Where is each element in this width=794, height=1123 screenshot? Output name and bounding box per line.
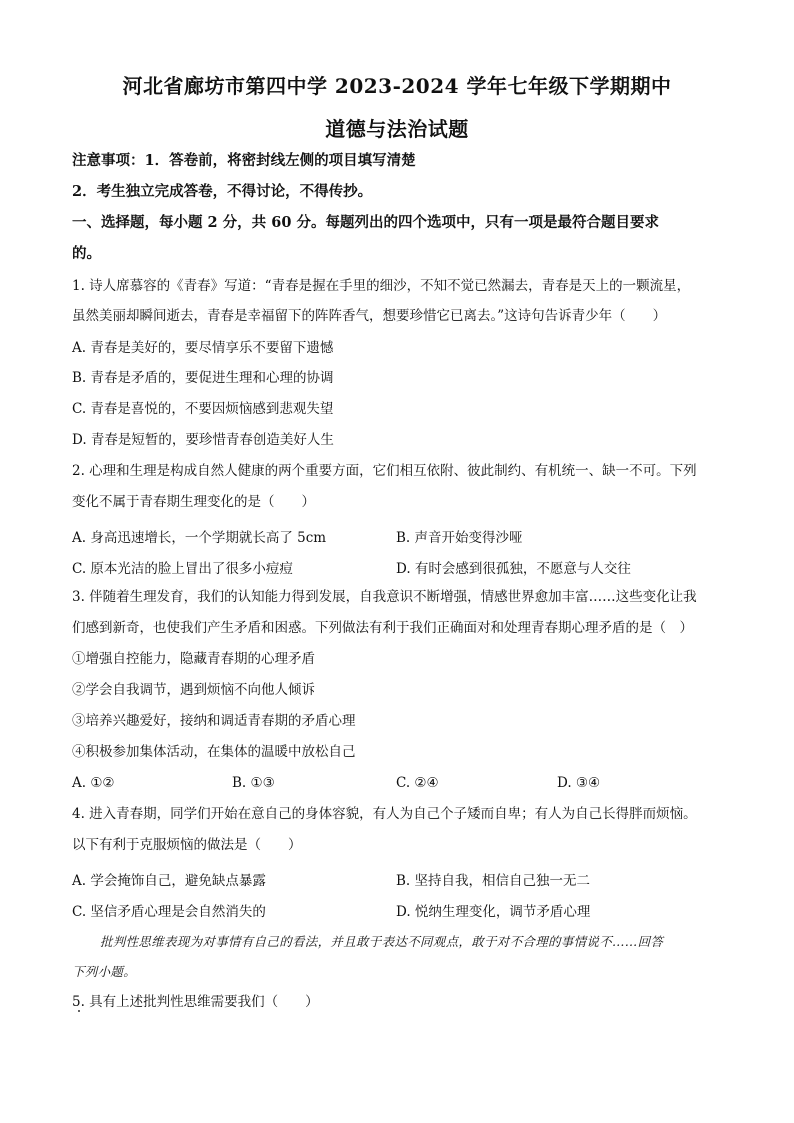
q2-stem-line-1: 2. 心理和生理是构成自然人健康的两个重要方面，它们相互依附、彼此制约、有机统一、缺一不可。下列: [72, 463, 697, 479]
q4-option-c: C. 坚信矛盾心理是会自然消失的: [72, 904, 266, 920]
q4-option-b: B. 坚持自我，相信自己独一无二: [396, 873, 591, 889]
q4-stem-line-2: 以下有利于克服烦恼的做法是（ ）: [72, 837, 302, 853]
q2-option-a: A. 身高迅速增长，一个学期就长高了 5cm: [72, 530, 327, 546]
notes-line-1: 注意事项：1．答卷前，将密封线左侧的项目填写清楚: [72, 152, 416, 169]
q3-item-2: ②学会自我调节，遇到烦恼不向他人倾诉: [72, 682, 315, 698]
q1-option-b: B. 青春是矛盾的，要促进生理和心理的协调: [72, 370, 334, 386]
q5-stem: 5. 具有上述批判性思维需要我们（ ）: [72, 994, 319, 1010]
q3-option-c: C. ②④: [396, 775, 439, 791]
q2-option-c: C. 原本光洁的脸上冒出了很多小痘痘: [72, 561, 293, 577]
q1-option-a: A. 青春是美好的，要尽情享乐不要留下遗憾: [72, 340, 334, 356]
q4-stem-line-1: 4. 进入青春期，同学们开始在意自己的身体容貌，有人为自己个子矮而自卑；有人为自己长得胖而烦恼。: [72, 806, 697, 822]
exam-title: 河北省廊坊市第四中学 2023-2024 学年七年级下学期期中: [122, 74, 672, 98]
q2-option-b: B. 声音开始变得沙哑: [396, 530, 523, 546]
q1-option-c: C. 青春是喜悦的，不要因烦恼感到悲观失望: [72, 401, 334, 417]
q3-option-a: A. ①②: [72, 775, 115, 791]
q3-item-4: ④积极参加集体活动，在集体的温暖中放松自己: [72, 744, 356, 760]
passage-line-1: 批判性思维表现为对事情有自己的看法，并且敢于表达不同观点，敢于对不合理的事情说不……回答: [100, 934, 664, 949]
exam-subject-title: 道德与法治试题: [325, 117, 469, 141]
q2-option-d: D. 有时会感到很孤独，不愿意与人交往: [396, 561, 631, 577]
section-heading-line-1: 一、选择题，每小题 2 分，共 60 分。每题列出的四个选项中，只有一项是最符合题目要求: [72, 214, 659, 231]
q4-option-a: A. 学会掩饰自己，避免缺点暴露: [72, 873, 266, 889]
section-heading-line-2: 的。: [72, 245, 101, 262]
q3-option-d: D. ③④: [557, 775, 601, 791]
notes-line-2: 2．考生独立完成答卷，不得讨论，不得传抄。: [72, 183, 373, 200]
q1-option-d: D. 青春是短暂的，要珍惜青春创造美好人生: [72, 432, 334, 448]
q2-stem-line-2: 变化不属于青春期生理变化的是（ ）: [72, 494, 315, 510]
q1-stem-line-2: 虽然美丽却瞬间逝去，青春是幸福留下的阵阵香气，想要珍惜它已离去。”这诗句告诉青少年（ ）: [72, 308, 667, 324]
passage-line-2: 下列小题。: [72, 964, 137, 979]
q3-stem-line-1: 3. 伴随着生理发育，我们的认知能力得到发展，自我意识不断增强，情感世界愈加丰富……这些变化让我: [72, 589, 697, 605]
q4-option-d: D. 悦纳生理变化，调节矛盾心理: [396, 904, 591, 920]
q3-item-3: ③培养兴趣爱好，接纳和调适青春期的矛盾心理: [72, 713, 356, 729]
q3-stem-line-2: 们感到新奇，也使我们产生矛盾和困惑。下列做法有利于我们正确面对和处理青春期心理矛盾的是（ ）: [72, 620, 693, 636]
q3-option-b: B. ①③: [232, 775, 275, 791]
q1-stem-line-1: 1. 诗人席慕容的《青春》写道：“青春是握在手里的细沙，不知不觉已然漏去，青春是天上的一颗流星，: [72, 278, 691, 294]
page-mark: [78, 1010, 80, 1012]
q3-item-1: ①增强自控能力，隐藏青春期的心理矛盾: [72, 651, 315, 667]
